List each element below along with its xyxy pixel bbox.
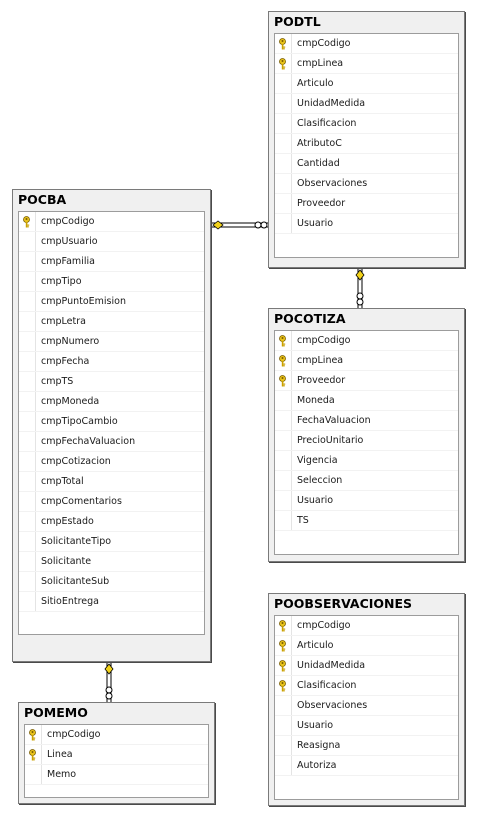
column-name: cmpPuntoEmision xyxy=(41,296,126,307)
table-poobservaciones[interactable] xyxy=(268,593,465,806)
column-row[interactable] xyxy=(19,252,204,272)
column-row[interactable] xyxy=(275,511,458,531)
column-row[interactable] xyxy=(275,696,458,716)
row-selector xyxy=(275,636,292,655)
column-name: cmpNumero xyxy=(41,336,100,347)
column-name: PrecioUnitario xyxy=(297,435,364,446)
table-pocotiza[interactable] xyxy=(268,308,465,562)
column-list xyxy=(274,33,459,258)
row-selector xyxy=(19,592,36,611)
row-selector xyxy=(275,696,292,715)
column-row[interactable] xyxy=(19,552,204,572)
column-name: Solicitante xyxy=(41,556,92,567)
column-name: cmpTipo xyxy=(41,276,82,287)
column-name: UnidadMedida xyxy=(297,660,366,671)
column-row[interactable] xyxy=(275,616,458,636)
column-name: cmpFecha xyxy=(41,356,90,367)
primary-key-icon xyxy=(278,335,287,347)
column-row[interactable] xyxy=(275,431,458,451)
column-row[interactable] xyxy=(19,212,204,232)
column-row[interactable] xyxy=(275,676,458,696)
column-name: Cantidad xyxy=(297,158,340,169)
row-selector xyxy=(275,194,292,213)
column-row[interactable] xyxy=(25,745,208,765)
column-name: cmpLetra xyxy=(41,316,86,327)
table-title: POCBA xyxy=(18,192,67,207)
table-title: POMEMO xyxy=(24,705,88,720)
row-selector xyxy=(275,154,292,173)
primary-key-icon xyxy=(28,749,37,761)
row-selector xyxy=(275,54,292,73)
row-selector xyxy=(275,716,292,735)
relationship-key-end-icon xyxy=(105,664,113,674)
column-name: Clasificacion xyxy=(297,680,357,691)
column-name: Moneda xyxy=(297,395,335,406)
column-row[interactable] xyxy=(275,214,458,234)
column-name: Observaciones xyxy=(297,700,368,711)
column-name: cmpLinea xyxy=(297,355,344,366)
column-name: Memo xyxy=(47,769,77,780)
column-row[interactable] xyxy=(19,472,204,492)
row-selector xyxy=(275,74,292,93)
row-selector xyxy=(19,572,36,591)
primary-key-icon xyxy=(278,680,287,692)
row-selector xyxy=(275,34,292,53)
column-row[interactable] xyxy=(19,452,204,472)
column-name: cmpTS xyxy=(41,376,74,387)
column-name: Observaciones xyxy=(297,178,368,189)
row-selector xyxy=(19,272,36,291)
row-selector xyxy=(275,214,292,233)
column-row[interactable] xyxy=(275,114,458,134)
column-row[interactable] xyxy=(275,74,458,94)
column-name: Usuario xyxy=(297,720,334,731)
column-name: AtributoC xyxy=(297,138,342,149)
primary-key-icon xyxy=(28,729,37,741)
table-podtl[interactable] xyxy=(268,11,465,268)
column-name: cmpCodigo xyxy=(47,729,101,740)
column-row[interactable] xyxy=(275,371,458,391)
column-name: cmpCodigo xyxy=(297,335,351,346)
relationship-infinity-end-icon xyxy=(357,293,363,299)
column-list xyxy=(274,615,459,800)
row-selector xyxy=(19,232,36,251)
column-row[interactable] xyxy=(25,765,208,785)
column-row[interactable] xyxy=(275,471,458,491)
column-row[interactable] xyxy=(275,491,458,511)
row-selector xyxy=(275,676,292,695)
primary-key-icon xyxy=(278,620,287,632)
column-row[interactable] xyxy=(19,272,204,292)
column-row[interactable] xyxy=(19,232,204,252)
column-name: cmpFechaValuacion xyxy=(41,436,136,447)
column-name: Reasigna xyxy=(297,740,341,751)
row-selector xyxy=(19,252,36,271)
row-selector xyxy=(19,372,36,391)
column-row[interactable] xyxy=(275,94,458,114)
primary-key-icon xyxy=(278,355,287,367)
column-name: Proveedor xyxy=(297,375,346,386)
row-selector xyxy=(19,472,36,491)
row-selector xyxy=(275,174,292,193)
relationship-infinity-end-icon xyxy=(106,687,112,693)
column-row[interactable] xyxy=(19,532,204,552)
row-selector xyxy=(275,616,292,635)
primary-key-icon xyxy=(278,660,287,672)
table-title: POCOTIZA xyxy=(274,311,346,326)
row-selector xyxy=(19,292,36,311)
column-name: cmpComentarios xyxy=(41,496,122,507)
relationship-infinity-end-icon xyxy=(255,222,261,228)
column-row[interactable] xyxy=(19,292,204,312)
column-row[interactable] xyxy=(275,411,458,431)
row-selector xyxy=(275,391,292,410)
row-selector xyxy=(19,512,36,531)
column-name: cmpCotizacion xyxy=(41,456,111,467)
table-title: PODTL xyxy=(274,14,321,29)
column-name: Proveedor xyxy=(297,198,346,209)
column-row[interactable] xyxy=(19,372,204,392)
column-name: Articulo xyxy=(297,78,334,89)
row-selector xyxy=(19,332,36,351)
column-row[interactable] xyxy=(275,716,458,736)
row-selector xyxy=(19,552,36,571)
column-name: cmpTipoCambio xyxy=(41,416,118,427)
column-name: cmpCodigo xyxy=(297,38,351,49)
primary-key-icon xyxy=(278,38,287,50)
primary-key-icon xyxy=(278,640,287,652)
column-row[interactable] xyxy=(19,332,204,352)
column-name: cmpCodigo xyxy=(297,620,351,631)
row-selector xyxy=(275,471,292,490)
table-pomemo[interactable] xyxy=(18,702,215,804)
column-name: cmpTotal xyxy=(41,476,84,487)
column-name: cmpFamilia xyxy=(41,256,95,267)
table-pocba[interactable] xyxy=(12,189,211,662)
row-selector xyxy=(19,432,36,451)
row-selector xyxy=(19,532,36,551)
column-name: cmpEstado xyxy=(41,516,94,527)
column-name: Articulo xyxy=(297,640,334,651)
column-name: cmpMoneda xyxy=(41,396,100,407)
column-row[interactable] xyxy=(275,174,458,194)
column-row[interactable] xyxy=(19,592,204,612)
column-row[interactable] xyxy=(19,392,204,412)
column-row[interactable] xyxy=(275,656,458,676)
row-selector xyxy=(275,351,292,370)
column-row[interactable] xyxy=(275,351,458,371)
row-selector xyxy=(19,412,36,431)
column-row[interactable] xyxy=(275,331,458,351)
relationship-podtl-pocotiza[interactable] xyxy=(356,268,364,308)
column-name: Autoriza xyxy=(297,760,337,771)
column-name: cmpLinea xyxy=(297,58,344,69)
column-row[interactable] xyxy=(275,636,458,656)
row-selector xyxy=(275,736,292,755)
primary-key-icon xyxy=(278,58,287,70)
column-name: Vigencia xyxy=(297,455,338,466)
row-selector xyxy=(275,431,292,450)
row-selector xyxy=(275,756,292,775)
row-selector xyxy=(19,452,36,471)
column-name: Usuario xyxy=(297,218,334,229)
column-name: SitioEntrega xyxy=(41,596,99,607)
row-selector xyxy=(275,411,292,430)
column-row[interactable] xyxy=(19,432,204,452)
column-name: Linea xyxy=(47,749,73,760)
column-row[interactable] xyxy=(19,412,204,432)
column-name: cmpUsuario xyxy=(41,236,98,247)
column-name: Usuario xyxy=(297,495,334,506)
row-selector xyxy=(19,352,36,371)
column-row[interactable] xyxy=(25,725,208,745)
row-selector xyxy=(25,745,42,764)
column-row[interactable] xyxy=(19,492,204,512)
row-selector xyxy=(275,94,292,113)
row-selector xyxy=(275,371,292,390)
row-selector xyxy=(19,212,36,231)
row-selector xyxy=(275,491,292,510)
column-row[interactable] xyxy=(275,451,458,471)
table-title: POOBSERVACIONES xyxy=(274,596,413,611)
column-row[interactable] xyxy=(275,194,458,214)
row-selector xyxy=(275,134,292,153)
column-row[interactable] xyxy=(275,391,458,411)
row-selector xyxy=(19,392,36,411)
column-name: FechaValuacion xyxy=(297,415,371,426)
row-selector xyxy=(275,656,292,675)
column-row[interactable] xyxy=(19,512,204,532)
row-selector xyxy=(25,725,42,744)
row-selector xyxy=(275,511,292,530)
column-name: Clasificacion xyxy=(297,118,357,129)
relationship-key-end-icon xyxy=(356,270,364,280)
column-list xyxy=(274,330,459,555)
relationship-pocba-podtl[interactable] xyxy=(211,221,268,229)
relationship-pocba-pomemo[interactable] xyxy=(105,662,113,702)
relationship-key-end-icon xyxy=(213,221,223,229)
column-name: Seleccion xyxy=(297,475,343,486)
column-name: cmpCodigo xyxy=(41,216,95,227)
row-selector xyxy=(19,492,36,511)
primary-key-icon xyxy=(278,375,287,387)
row-selector xyxy=(25,765,42,784)
column-list xyxy=(18,211,205,635)
column-name: TS xyxy=(297,515,309,526)
column-name: SolicitanteSub xyxy=(41,576,110,587)
column-row[interactable] xyxy=(275,154,458,174)
column-row[interactable] xyxy=(275,736,458,756)
row-selector xyxy=(19,312,36,331)
column-row[interactable] xyxy=(275,54,458,74)
column-row[interactable] xyxy=(19,572,204,592)
row-selector xyxy=(275,114,292,133)
column-row[interactable] xyxy=(275,34,458,54)
column-name: UnidadMedida xyxy=(297,98,366,109)
column-list xyxy=(24,724,209,798)
row-selector xyxy=(275,331,292,350)
primary-key-icon xyxy=(22,216,31,228)
column-row[interactable] xyxy=(19,352,204,372)
column-row[interactable] xyxy=(19,312,204,332)
column-name: SolicitanteTipo xyxy=(41,536,112,547)
column-row[interactable] xyxy=(275,756,458,776)
column-row[interactable] xyxy=(275,134,458,154)
row-selector xyxy=(275,451,292,470)
